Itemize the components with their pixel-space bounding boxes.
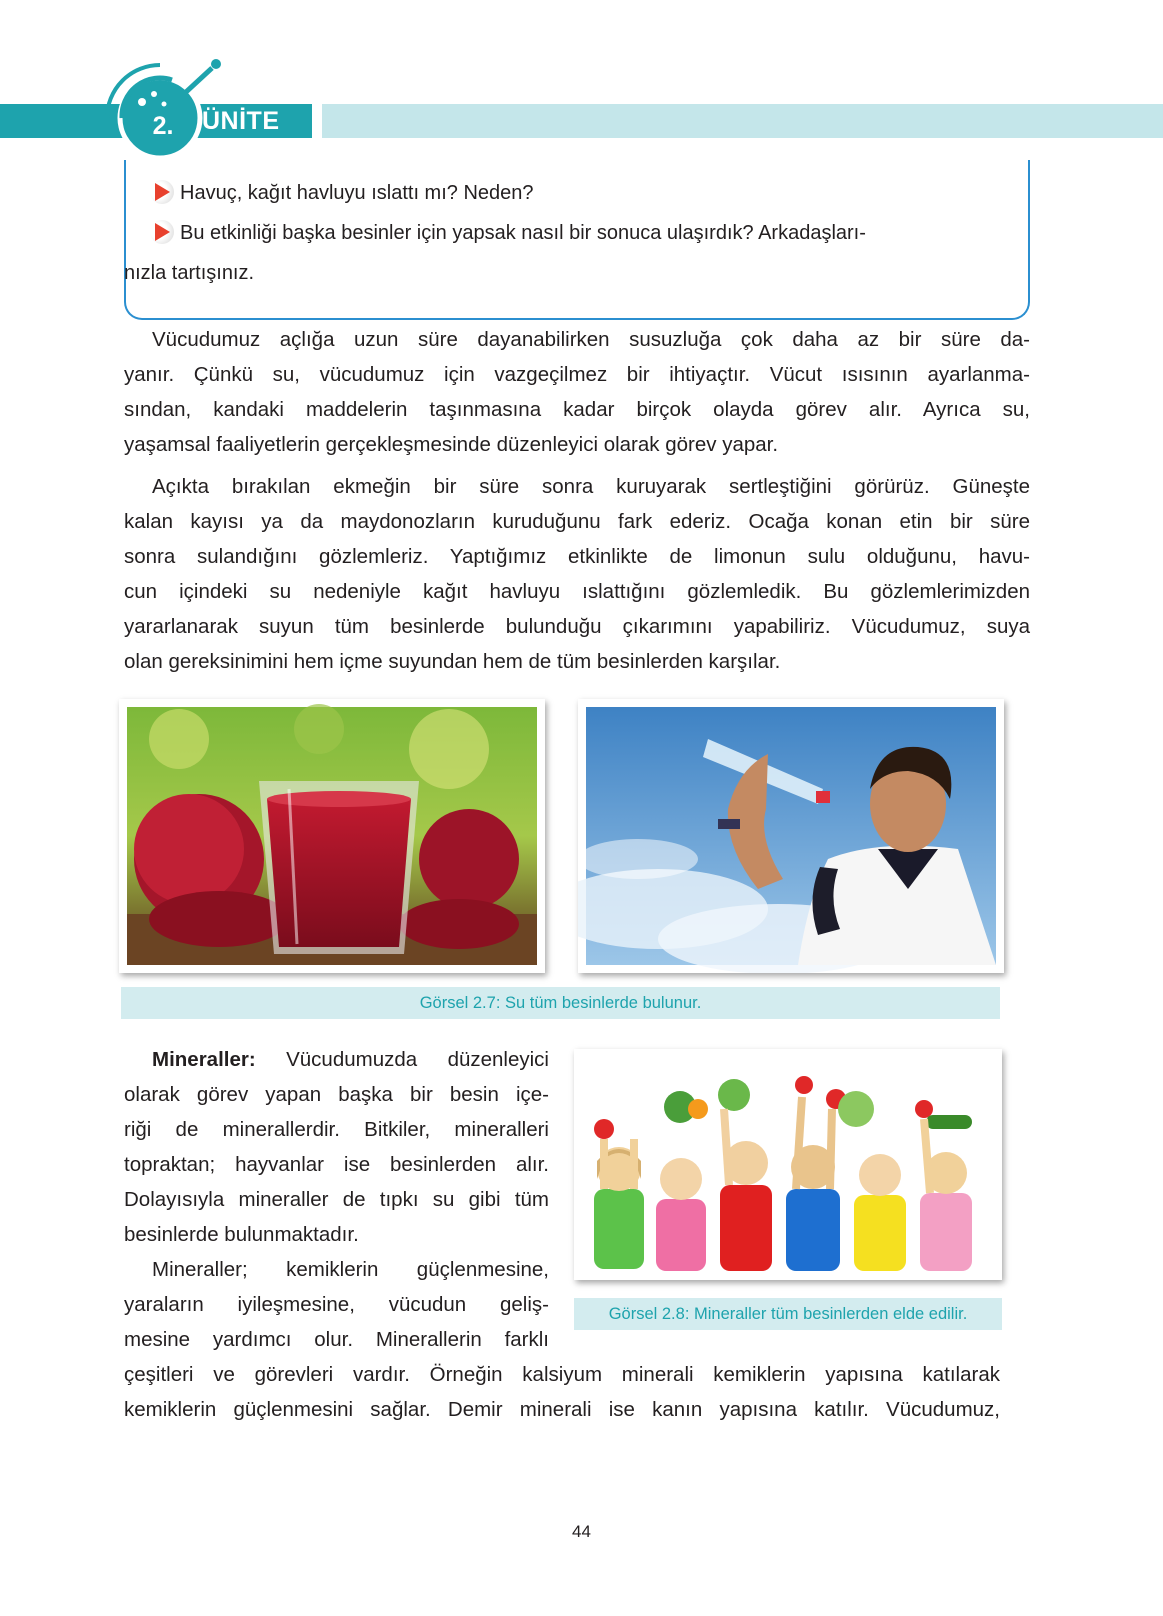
minerals-paragraph-1: Mineraller: Vücudumuzda düzenleyici olarak görev yapan başka bir besin içe- riği de minerallerdir. Bitkiler, mineralleri topraktan; hayvanlar ise besinlerden alır. Dolayısıyla mineraller de tıpkı su gibi tüm besinlerde bulunmaktadır. Mineraller; kemiklerin güçlenmesine, yaraların iyileşmesine, vücudun geliş- mesine yardımcı olur. Minerallerin farklı bbox=[124, 1048, 549, 1351]
minerals-heading: Mineraller: bbox=[152, 1048, 256, 1071]
photo-pomegranate-juice bbox=[119, 699, 545, 973]
photo-boy-drinking-water bbox=[578, 699, 1004, 973]
unit-number: 2. bbox=[152, 112, 174, 140]
body-paragraph-1: Vücudumuz açlığa uzun süre dayanabilirken susuzluğa çok daha az bir süre da- yanır. Çünkü su, vücudumuz için vazgeçilmez bir ihtiyaçtır. Vücut ısısının ayarlanma- sından, kandaki maddelerin taşınmasına kadar birçok olayda görev alır. Ayrıca su, yaşamsal faaliyetlerin gerçekleşmesinde düzenleyici olarak görev yapar. bbox=[124, 328, 1030, 456]
activity-question-1: Havuç, kağıt havluyu ıslattı mı? Neden? bbox=[150, 178, 534, 208]
unit-label: ÜNİTE bbox=[202, 107, 280, 135]
minerals-paragraph-2-cont: çeşitleri ve görevleri vardır. Örneğin kalsiyum minerali kemiklerin yapısına katılarak kemiklerin güçlenmesini sağlar. Demir minerali ise kanın yapısına katılır. Vücudumuz, bbox=[124, 1363, 1000, 1421]
figure-2-7-caption: Görsel 2.7: Su tüm besinlerde bulunur. bbox=[121, 987, 1000, 1019]
unit-header-band-light bbox=[322, 104, 1163, 138]
figure-2-8-caption: Görsel 2.8: Mineraller tüm besinlerden elde edilir. bbox=[574, 1298, 1002, 1330]
activity-question-2: Bu etkinliği başka besinler için yapsak nasıl bir sonuca ulaşırdık? Arkadaşları- bbox=[150, 218, 866, 248]
body-paragraph-2: Açıkta bırakılan ekmeğin bir süre sonra kuruyarak sertleştiğini görürüz. Güneşte kalan kayısı ya da maydonozların kuruduğunu fark ederiz. Ocağa konan etin bir süre sonra sulandığını gözlemleriz. Yaptığımız etkinlikte de limonun sulu olduğunu, havu- cun içindeki su nedeniyle kağıt havluyu ıslattığını gözlemledik. Bu gözlemlerimizden yararlanarak suyun tüm besinlerde bulunduğu çıkarımını yapabiliriz. Vücudumuz, suya olan gereksinimini hem içme suyundan hem de tüm besinlerden karşılar. bbox=[124, 475, 1030, 673]
page-number: 44 bbox=[572, 1522, 591, 1541]
activity-question-2-cont: nızla tartışınız. bbox=[124, 262, 255, 284]
play-arrow-icon bbox=[150, 180, 174, 204]
play-arrow-icon bbox=[150, 220, 174, 244]
photo-children-vegetables bbox=[574, 1049, 1002, 1280]
